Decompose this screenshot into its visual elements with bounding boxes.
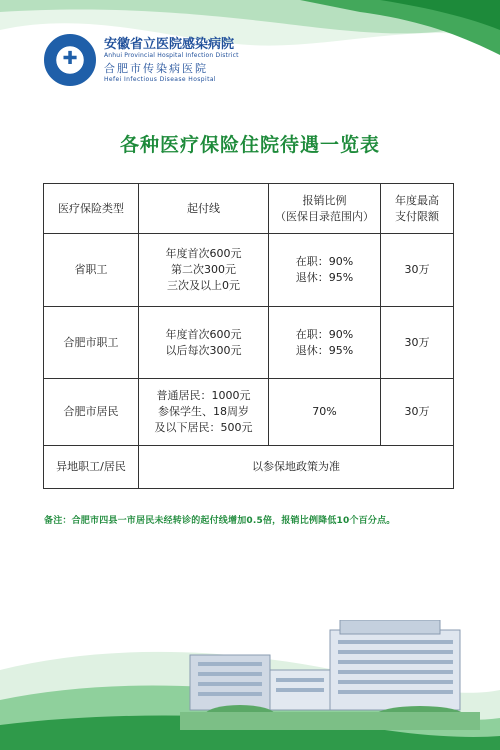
row-ratio: 70% bbox=[269, 379, 381, 446]
hospital-logo-block bbox=[44, 34, 239, 86]
table-header-row bbox=[44, 184, 454, 234]
table-row bbox=[44, 234, 454, 307]
header-ratio-line1: 报销比例 bbox=[302, 193, 347, 207]
hospital-name-en: Anhui Provincial Hospital Infection District bbox=[104, 51, 239, 59]
threshold-line: 以后每次300元 bbox=[165, 343, 242, 357]
table-row bbox=[44, 307, 454, 379]
header-threshold: 起付线 bbox=[139, 184, 269, 234]
row-ratio bbox=[269, 307, 381, 379]
hospital-name-block bbox=[104, 37, 239, 84]
header-limit-line2: 支付限额 bbox=[395, 209, 439, 223]
row-limit: 30万 bbox=[381, 379, 454, 446]
header-type: 医疗保险类型 bbox=[44, 184, 139, 234]
threshold-line: 及以下居民：500元 bbox=[154, 421, 253, 434]
hospital2-name-en: Hefei Infectious Disease Hospital bbox=[104, 75, 216, 83]
row-threshold bbox=[139, 379, 269, 446]
threshold-line: 年度首次600元 bbox=[165, 247, 242, 260]
row-type: 异地职工/居民 bbox=[44, 446, 139, 489]
row-policy: 以参保地政策为准 bbox=[139, 446, 454, 489]
row-threshold bbox=[139, 307, 269, 379]
row-threshold bbox=[139, 234, 269, 307]
hospital-emblem-icon: ✚ bbox=[44, 34, 96, 86]
row-type: 省职工 bbox=[44, 234, 139, 307]
ratio-line: 退休：95% bbox=[295, 271, 354, 284]
row-limit: 30万 bbox=[381, 307, 454, 379]
header-ratio bbox=[269, 184, 381, 234]
ratio-line: 在职：90% bbox=[295, 327, 354, 341]
threshold-line: 三次及以上0元 bbox=[167, 279, 240, 292]
hospital2-name-cn: 合肥市传染病医院 bbox=[104, 61, 208, 75]
header-limit bbox=[381, 184, 454, 234]
threshold-line: 普通居民：1000元 bbox=[156, 389, 251, 402]
page-title: 各种医疗保险住院待遇一览表 bbox=[119, 134, 380, 156]
ratio-line: 退休：95% bbox=[295, 343, 354, 357]
header-limit-line1: 年度最高 bbox=[395, 193, 439, 207]
header-ratio-line2: （医保目录范围内） bbox=[275, 209, 374, 223]
footnote: 备注：合肥市四县一市居民未经转诊的起付线增加0.5倍，报销比例降低10个百分点。 bbox=[44, 516, 396, 526]
row-type: 合肥市居民 bbox=[44, 379, 139, 446]
threshold-line: 参保学生、18周岁 bbox=[158, 405, 249, 418]
row-ratio bbox=[269, 234, 381, 307]
insurance-table bbox=[43, 183, 454, 489]
row-limit: 30万 bbox=[381, 234, 454, 307]
ratio-line: 在职：90% bbox=[295, 255, 354, 268]
table-row-other-region bbox=[44, 446, 454, 489]
threshold-line: 第二次300元 bbox=[171, 263, 236, 276]
table-row bbox=[44, 379, 454, 446]
threshold-line: 年度首次600元 bbox=[165, 327, 242, 341]
hospital-name-cn: 安徽省立医院感染病院 bbox=[104, 36, 235, 52]
row-type: 合肥市职工 bbox=[44, 307, 139, 379]
hospital-building-image bbox=[180, 620, 480, 730]
